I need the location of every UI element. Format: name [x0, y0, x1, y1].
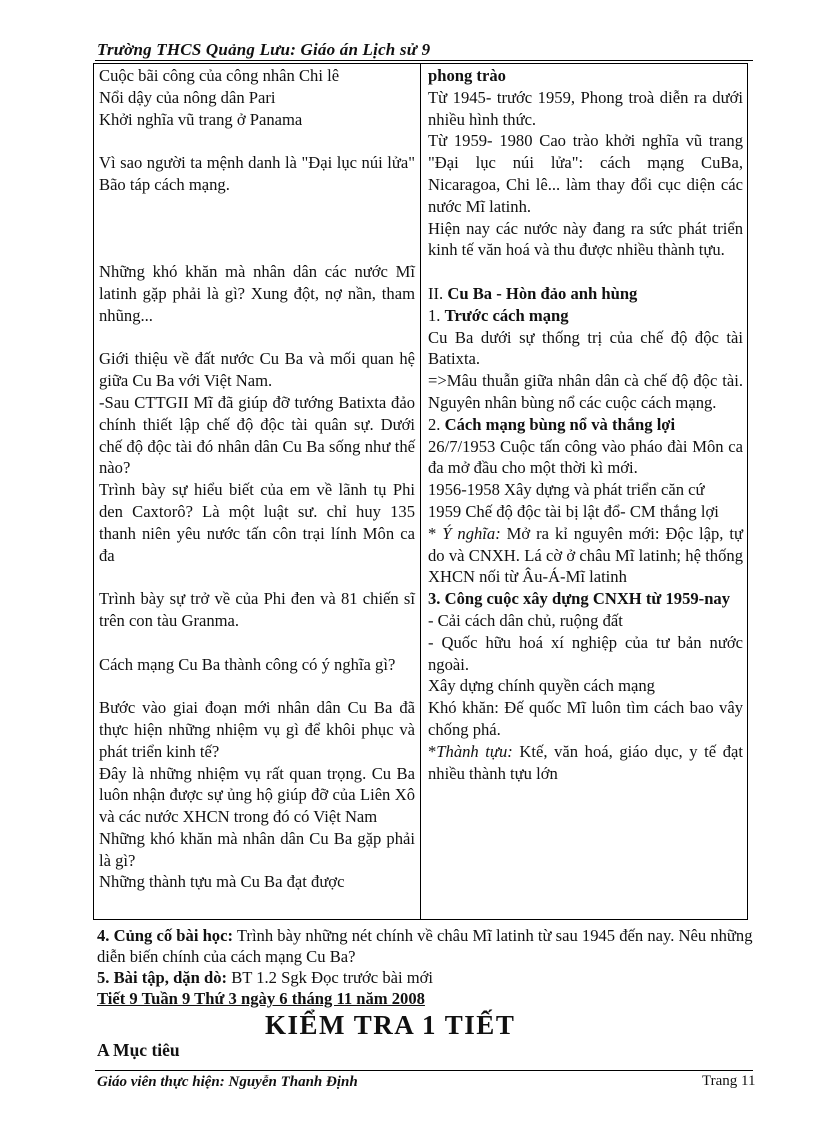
subsection-title: Trước cách mạng [444, 305, 569, 325]
right-line: phong trào [428, 66, 506, 85]
section-title: Cu Ba - Hòn đảo anh hùng [447, 283, 638, 303]
right-line: - Quốc hữu hoá xí nghiệp của tư bản nước ngoài. [428, 632, 743, 674]
left-question: Trình bày sự trở về của Phi đen và 81 chiến sĩ trên con tàu Granma. [99, 589, 415, 630]
left-question: Giới thiệu về đất nước Cu Ba và mối quan hệ giữa Cu Ba với Việt Nam. [99, 349, 415, 391]
right-line: Từ 1959- 1980 Cao trào khởi nghĩa vũ trang "Đại lục núi lửa": cách mạng CuBa, Nicaragoa, Chi lê... làm thay đổi cục diện các nước Mĩ latinh. [428, 131, 743, 216]
bullet: * [428, 523, 437, 543]
teacher-student-activity-column [99, 65, 415, 893]
right-line: 26/7/1953 Cuộc tấn công vào pháo đài Môn ca đa mở đầu cho một thời kì mới. [428, 436, 743, 478]
spacer [99, 566, 415, 588]
right-line: 1959 Chế độ độc tài bị lật đổ- CM thắng lợi [428, 501, 719, 521]
spacer [99, 675, 415, 697]
spacer [99, 327, 415, 349]
achievement-text: Ktế, văn hoá, giáo dục, y tế đạt nhiều thành tựu lớn [428, 741, 743, 783]
subsection-number: 2. [428, 414, 441, 434]
right-line: Từ 1945- trước 1959, Phong troà diễn ra dưới nhiều hình thức. [428, 87, 743, 129]
left-question: Cách mạng Cu Ba thành công có ý nghĩa gì? [99, 654, 396, 674]
lesson-content-column [428, 65, 743, 784]
spacer [99, 632, 415, 654]
homework-text: BT 1.2 Sgk Đọc trước bài mới [231, 968, 434, 987]
spacer [428, 261, 743, 283]
right-line: 1956-1958 Xây dựng và phát triển căn cứ [428, 480, 705, 500]
page-header: Trường THCS Quảng Lưu: Giáo án Lịch sử 9 [97, 40, 431, 59]
spacer [99, 239, 415, 261]
column-divider [420, 64, 421, 919]
left-question: Đây là những nhiệm vụ rất quan trọng. Cu Ba luôn nhận được sự ủng hộ giúp đỡ của Liên Xô và các nước XHCN trong đó có Việt Nam [99, 763, 415, 827]
subsection-title: Cách mạng bùng nổ và thắng lợi [444, 414, 676, 434]
left-line: Nổi dậy của nông dân Pari [99, 87, 276, 107]
right-line: Khó khăn: Đế quốc Mĩ luôn tìm cách bao vây chống phá. [428, 698, 743, 739]
left-question: Những thành tựu mà Cu Ba đạt được [99, 872, 345, 892]
lesson-table [93, 63, 748, 920]
subsection-number: 1. [428, 305, 441, 325]
subsection-heading [428, 305, 743, 327]
right-line: Cu Ba dưới sự thống trị của chế độ độc tài Batixta. [428, 327, 743, 369]
spacer [99, 218, 415, 240]
achievement-label: Thành tựu: [436, 741, 513, 761]
meaning-note [428, 523, 743, 588]
subsection-heading [428, 414, 743, 436]
left-line: Cuộc bãi công của công nhân Chi lê [99, 66, 340, 85]
left-line: Khởi nghĩa vũ trang ở Panama [99, 109, 303, 129]
left-question: -Sau CTTGII Mĩ đã giúp đỡ tướng Batixta đảo chính thiết lập chế độ độc tài quân sự. Dưới chế độ độc tài đó nhân dân Cu Ba sống như thế nào? [99, 392, 415, 478]
meaning-label: Ý nghĩa: [442, 523, 501, 543]
left-question: Những khó khăn mà nhân dân các nước Mĩ latinh gặp phải là gì? Xung đột, nợ nần, tham nhũng... [99, 262, 415, 325]
left-question: Trình bày sự hiểu biết của em về lãnh tụ Phi den Caxtorô? Là một luật sư. chỉ huy 135 thanh niên yêu nước tấn côn trại lính Môn ca đa [99, 480, 415, 565]
lesson-wrapup [97, 925, 772, 1009]
right-line: Xây dựng chính quyền cách mạng [428, 676, 655, 696]
consolidation-text: Trình bày những nét chính về châu Mĩ latinh từ sau 1945 đến nay. Nêu những diễn biến chính của cách mạng Cu Ba? [97, 926, 753, 966]
achievement-note [428, 741, 743, 785]
lesson-schedule: Tiết 9 Tuần 9 Thứ 3 ngày 6 tháng 11 năm 2008 [97, 989, 425, 1008]
consolidation-item [97, 925, 772, 967]
section-heading [428, 283, 743, 305]
consolidation-label: 4. Củng cố bài học: [97, 926, 233, 945]
page-number: Trang 11 [702, 1073, 756, 1089]
homework-label: 5. Bài tập, dặn dò: [97, 968, 228, 987]
test-title: KIỂM TRA 1 TIẾT [265, 1010, 516, 1040]
left-question: Những khó khăn mà nhân dân Cu Ba gặp phải là gì? [99, 828, 415, 870]
section-number: II. [428, 283, 444, 303]
bullet: * [428, 741, 437, 761]
left-question: Vì sao người ta mệnh danh là "Đại lục núi lửa" Bão táp cách mạng. [99, 153, 415, 194]
right-line: =>Mâu thuẫn giữa nhân dân cà chế độ độc tài. Nguyên nhân bùng nổ các cuộc cách mạng. [428, 371, 743, 412]
objective-heading: A Mục tiêu [97, 1040, 180, 1060]
meaning-text: Mở ra kỉ nguyên mới: Độc lập, tự do và CNXH. Lá cờ ở châu Mĩ latinh; hệ thống XHCN nối từ Âu-Á-Mĩ latinh [428, 523, 743, 587]
spacer [99, 196, 415, 218]
teacher-signature: Giáo viên thực hiện: Nguyễn Thanh Định [97, 1074, 358, 1090]
footer-rule [95, 1070, 753, 1071]
spacer [99, 130, 415, 152]
subsection-heading: 3. Công cuộc xây dựng CNXH từ 1959-nay [428, 589, 731, 609]
left-question: Bước vào giai đoạn mới nhân dân Cu Ba đã thực hiện những nhiệm vụ gì để khôi phục và phát triển kinh tế? [99, 698, 415, 761]
homework-item [97, 967, 772, 988]
right-line: Hiện nay các nước này đang ra sức phát triển kinh tế văn hoá và thu được nhiều thành tựu. [428, 218, 743, 260]
header-rule [95, 60, 753, 61]
right-line: - Cải cách dân chủ, ruộng đất [428, 610, 623, 630]
